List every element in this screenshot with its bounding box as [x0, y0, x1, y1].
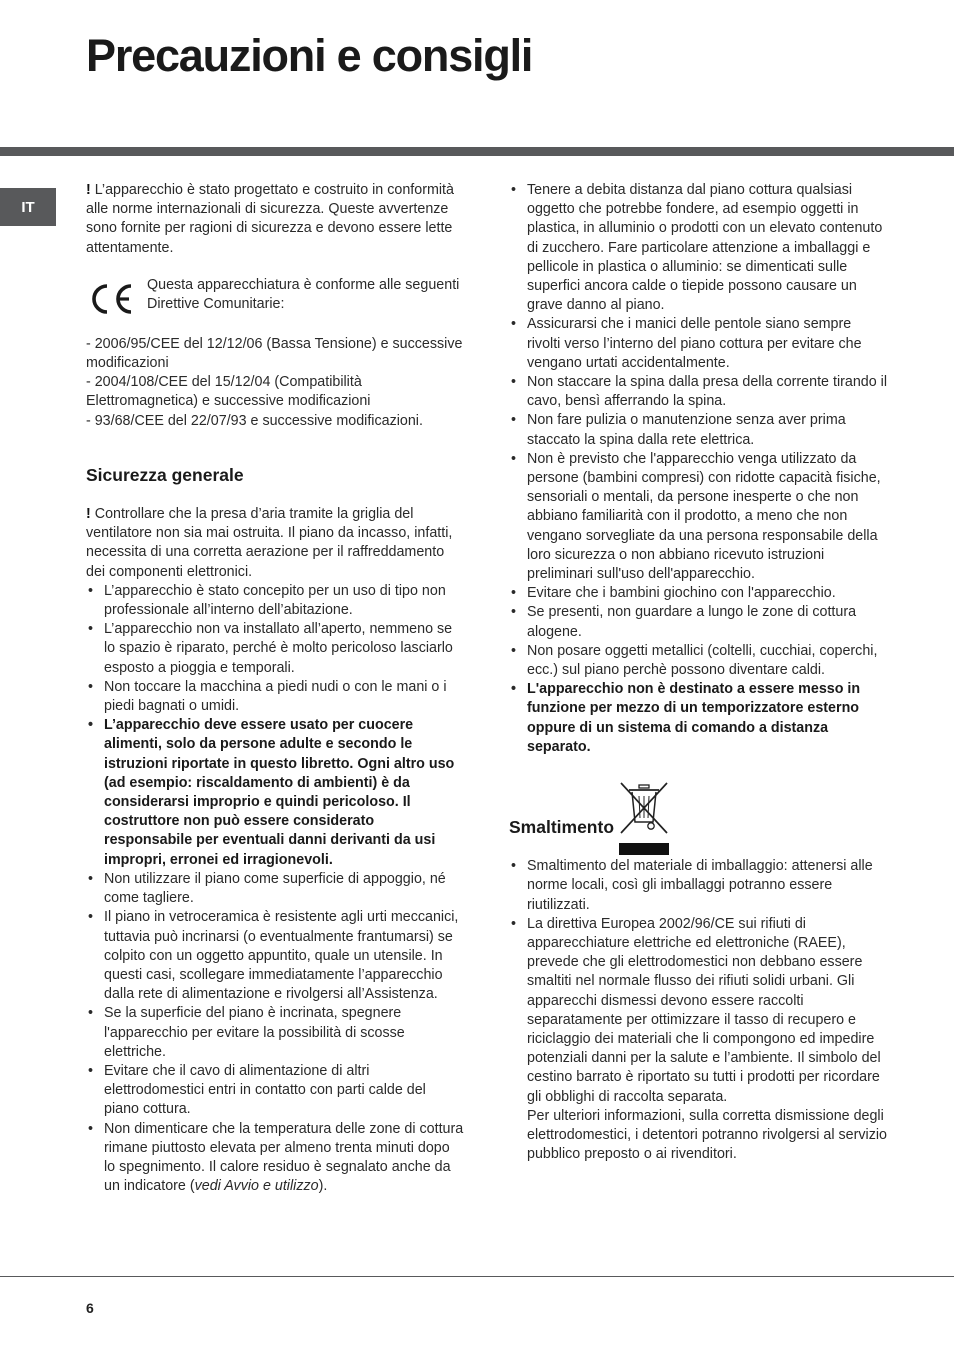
- smaltimento-header: [509, 781, 887, 857]
- intro-text: L’apparecchio è stato progettato e costruito in conformità alle norme internazionali di sicurezza. Queste avvertenze sono fornite per ragioni di sicurezza e devono essere lette attentamente.: [86, 182, 454, 256]
- list-item: • Assicurarsi che i manici delle pentole siano sempre rivolti verso l’interno del piano cottura per evitare che vengano urtati accidentalmente.: [509, 315, 887, 373]
- list-item: • Evitare che i bambini giochino con l'apparecchio.: [509, 584, 887, 603]
- right-column: [509, 181, 887, 1164]
- list-item-text: • La direttiva Europea 2002/96/CE sui rifiuti di apparecchiature elettriche ed elettroniche (RAEE), prevede che gli elettrodomestici non debbano essere smaltiti nel normale flusso dei rifiuti solidi urbani. Gli apparecchi dismessi devono essere raccolti separatamente per ottimizzare il tasso di recupero e riciclaggio dei materiali che li compongono ed impedire potenziali danni per la salute e l’ambiente. Il simbolo del cestino barrato è riportato su tutti i prodotti per ricordare gli obblighi di raccolta separata.: [527, 915, 881, 1105]
- intro-paragraph: [86, 181, 464, 258]
- list-item: • Non posare oggetti metallici (coltelli, cucchiai, coperchi, ecc.) sul piano perchè possono diventare caldi.: [509, 642, 887, 680]
- sicurezza-intro: [86, 505, 464, 582]
- warning-mark: !: [86, 506, 91, 523]
- list-item-bold: • L’apparecchio deve essere usato per cuocere alimenti, solo da persone adulte e secondo le istruzioni riportate in questo libretto. Ogni altro uso (ad esempio: riscaldamento di ambienti) è da considerarsi improprio e quindi pericoloso. Il costruttore non può essere considerato responsabile per eventuali danni derivanti da usi impropri, erronei ed irragionevoli.: [86, 716, 464, 870]
- directive-item: - 93/68/CEE del 22/07/93 e successive modificazioni.: [86, 412, 423, 429]
- top-rule: [0, 147, 954, 156]
- list-item-text: Non dimenticare che la temperatura delle zone di cottura rimane piuttosto elevata per almeno trenta minuti dopo lo spegnimento. Il calore residuo è segnalato anche da un indicatore (: [104, 1120, 464, 1195]
- left-column: [86, 181, 464, 1196]
- ce-conformity: [86, 276, 464, 317]
- list-item: • Il piano in vetroceramica è resistente agli urti meccanici, tuttavia può incrinarsi (o eventualmente frantumarsi) se colpito con un oggetto appuntito, quale un utensile. In questi casi, scollegare immediatamente l’apparecchio dalla rete di alimentazione e rivolgersi all’Assistenza.: [86, 908, 464, 1004]
- list-item: [509, 915, 887, 1165]
- sicurezza-list: [86, 582, 464, 1197]
- directive-item: - 2004/108/CEE del 15/12/04 (Compatibilità Elettromagnetica) e successive modificazioni: [86, 374, 371, 410]
- list-item: • Non utilizzare il piano come superficie di appoggio, né come tagliere.: [86, 870, 464, 908]
- list-item: [86, 1120, 464, 1197]
- cross-reference: vedi Avvio e utilizzo: [194, 1178, 319, 1195]
- sicurezza-intro-text: Controllare che la presa d’aria tramite la griglia del ventilatore non sia mai ostruita. Il piano da incasso, infatti, necessita di una corretta aerazione per il raffreddamento dei componenti elettronici.: [86, 506, 453, 580]
- list-item: • L’apparecchio non va installato all’aperto, nemmeno se lo spazio è riparato, perché è molto pericoloso lasciarlo esposto a pioggia e temporali.: [86, 620, 464, 678]
- page-number: 6: [86, 1300, 94, 1316]
- list-item-text: Per ulteriori informazioni, sulla corretta dismissione degli elettrodomestici, i detentori potranno rivolgersi al servizio pubblico preposto o ai rivenditori.: [527, 1107, 887, 1163]
- page-title: Precauzioni e consigli: [86, 30, 533, 81]
- list-item: • Non fare pulizia o manutenzione senza aver prima staccato la spina dalla rete elettrica.: [509, 411, 887, 449]
- list-item: • Se presenti, non guardare a lungo le zone di cottura alogene.: [509, 603, 887, 641]
- ce-text: Questa apparecchiatura è conforme alle seguenti Direttive Comunitarie:: [147, 276, 460, 313]
- list-item: • Evitare che il cavo di alimentazione di altri elettrodomestici entri in contatto con parti calde del piano cottura.: [86, 1062, 464, 1120]
- list-item: • Non è previsto che l'apparecchio venga utilizzato da persone (bambini compresi) con ridotte capacità fisiche, sensoriali o mentali, da persone inesperte o che non abbiano familiarità con il prodotto, a meno che non vengano sorvegliate da una persona responsabile della loro sicurezza o non abbiano ricevuto istruzioni preliminari sull'uso dell'apparecchio.: [509, 450, 887, 584]
- heading-smaltimento: Smaltimento: [509, 816, 615, 837]
- bottom-rule: [0, 1276, 954, 1277]
- list-item: • L’apparecchio è stato concepito per un uso di tipo non professionale all’interno dell’abitazione.: [86, 582, 464, 620]
- smaltimento-list: [509, 857, 887, 1164]
- precautions-list: [509, 181, 887, 757]
- directives-list: [86, 335, 464, 431]
- crossed-out-bin-icon: [617, 781, 671, 857]
- language-tab: IT: [0, 188, 56, 226]
- list-item: • Smaltimento del materiale di imballaggio: attenersi alle norme locali, così gli imballaggi potranno essere riutilizzati.: [509, 857, 887, 915]
- heading-sicurezza-generale: Sicurezza generale: [86, 464, 244, 485]
- directive-item: - 2006/95/CEE del 12/12/06 (Bassa Tensione) e successive modificazioni: [86, 335, 463, 372]
- list-item-bold: • L'apparecchio non è destinato a essere messo in funzione per mezzo di un temporizzatore esterno oppure di un sistema di comando a distanza separato.: [509, 680, 887, 757]
- list-item: • Non toccare la macchina a piedi nudi o con le mani o i piedi bagnati o umidi.: [86, 678, 464, 716]
- list-item: • Tenere a debita distanza dal piano cottura qualsiasi oggetto che potrebbe fondere, ad esempio oggetti in plastica, in alluminio o prodotti con un elevato contenuto di zucchero. Fare particolare attenzione a imballaggi e pellicole in plastica o alluminio: se dimenticati sulle superfici ancora calde o tiepide possono causare un grave danno al piano.: [509, 181, 887, 315]
- list-item-text: ).: [318, 1178, 328, 1195]
- warning-mark: !: [86, 182, 91, 198]
- list-item: • Non staccare la spina dalla presa della corrente tirando il cavo, bensì afferrando la spina.: [509, 373, 887, 411]
- list-item: • Se la superficie del piano è incrinata, spegnere l'apparecchio per evitare la possibilità di scosse elettriche.: [86, 1004, 464, 1062]
- ce-mark-icon: [86, 281, 136, 317]
